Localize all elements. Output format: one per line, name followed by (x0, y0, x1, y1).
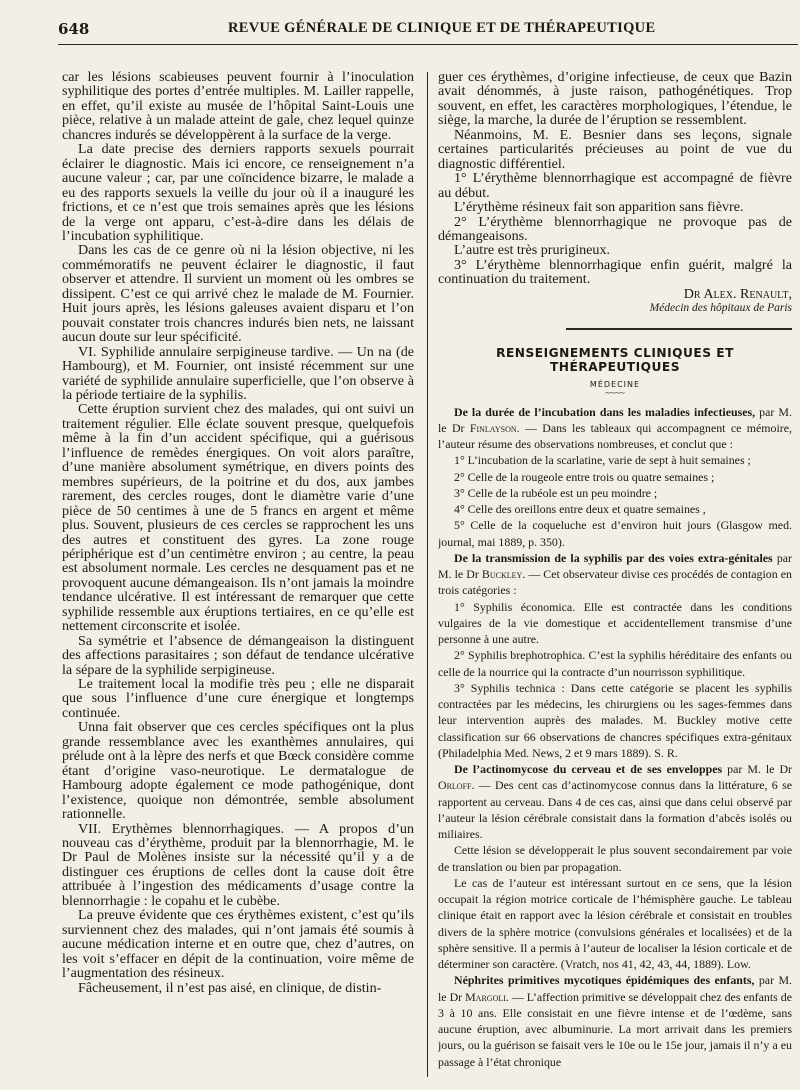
signature: Dr Alex. Renault, (683, 285, 792, 302)
list-item: 1° L’incubation de la scarlatine, varie de sept à huit semaines ; (454, 453, 751, 468)
article: De l’actinomycose du cerveau et de ses enveloppes par M. le Dr Orloff. — Des cent cas d’actinomycose connus dans la littérature, 6 se rapportent au cerveau. Dans 4 de ces cas, ainsi que dans celui observé par l’auteur la lésion cérébrale consistait dans la formation d’abcès isolés ou miliaires. Cette lésion se développerait le plus souvent secondairement par voie de translation ou bien par propagation. Le cas de l’auteur est intéressant surtout en ce sens, que la lésion occupait la région motrice corticale de l’hémisphère gauche. Le tableau clinique était en rapport avec la lésion cérébrale et consistait en troubles divers de la sphère motrice (convulsions générales et localisées) et de la sphère sensitive. Il a permis à l’auteur de localiser la lésion corticale et de déterminer son caractère. (Vratch, nos 41, 42, 43, 44, 1889). Low. (438, 762, 792, 972)
paragraph: Fâcheusement, il n’est pas aisé, en clinique, de distin- (78, 979, 382, 996)
section-rule (566, 328, 792, 330)
paragraph: Sa symétrie et l’absence de démangeaison la distinguent des affections parasitaires ; son défaut de tendance ulcérative la sépare de la syphilide serpigineuse. (62, 632, 414, 678)
article-title: Néphrites primitives mycotiques épidémiques des enfants, (454, 973, 755, 988)
paragraph: 2° L’érythème blennorrhagique ne provoque pas de démangeaisons. (438, 213, 792, 244)
list-item: 2° Celle de la rougeole entre trois ou quatre semaines ; (454, 469, 715, 484)
article: De la transmission de la syphilis par des voies extra-génitales par M. le Dr Buckley. — Cet observateur divise ces procédés de contagion en trois catégories : 1° Syphilis économica. Elle est contractée dans les conditions vulgaires de la vie domestique et accidentellement transmise d’une personne à une autre. 2° Syphilis brephotrophica. C’est la syphilis héréditaire des enfants ou celle de la nourrice qui la contracte d’un nourrisson syphilitique. 3° Syphilis technica : Dans cette catégorie se placent les syphilis contractées par les médecins, les chirurgiens ou les sages-femmes dans leur intervention auprès des malades. M. Buckley motive cette classification sur 66 observations de chancres spécifiques extra-génitaux (Philadelphia Med. News, 2 et 9 mars 1889). S. R. (438, 550, 792, 760)
paragraph: L’autre est très prurigineux. (454, 242, 611, 259)
paragraph: La preuve évidente que ces érythèmes existent, c’est qu’ils surviennent chez des malades, qui n’ont jamais été soumis à aucune médication interne et en outre que, chez d’autres, on les voit s’effacer en dépit de la continuation, voire même de l’augmentation des résineux. (62, 907, 414, 982)
article-author: Orloff. (438, 778, 475, 793)
page-number: 648 (58, 20, 90, 38)
list-item: 5° Celle de la coqueluche est d’environ huit jours (Glasgow med. journal, mai 1889, p. 350). (438, 518, 792, 549)
paragraph: Unna fait observer que ces cercles spécifiques ont la plus grande ressemblance avec les exanthèmes annulaires, qui prélude ont à la lèpre des nerfs et que Bœck considère comme étant d’origine vaso-neurotique. Le dermatalogue de Hambourg adopte également ce mode pathogénique, dont l’existence, quoique non démontrée, semble absolument rationnelle. (62, 719, 414, 823)
column-divider (427, 72, 428, 1077)
paragraph: La date precise des derniers rapports sexuels pourrait éclairer le diagnostic. Mais ici encore, ce renseignement n’a aucune valeur ; car, par une coïncidence bizarre, le malade a eu des rapports sexuels la veille du jour où il a inauguré les frictions, et ce n’est que trois semaines après que les lésions de la verge ont apparu, c’est-à-dire dans les délais de l’incubation syphilitique. (62, 141, 414, 244)
right-column (438, 70, 792, 1082)
paragraph: 1° L’érythème blennorrhagique est accompagné de fièvre au début. (438, 170, 792, 201)
continuation-text (438, 70, 792, 316)
running-title: REVUE GÉNÉRALE DE CLINIQUE ET DE THÉRAPEUTIQUE (228, 20, 656, 36)
paragraph: Le traitement local la modifie très peu ; elle ne disparait que sous l’influence d’une cure énergique et longtemps continuée. (62, 676, 414, 721)
paragraph: guer ces érythèmes, d’origine infectieuse, de ceux que Bazin avait dénommés, à juste raison, pathogénétiques. Trop souvent, en effet, les caractères morphologiques, l’étendue, le siège, la marche, la durée de l’éruption se ressemblent. (438, 70, 792, 129)
paragraph: Dans les cas de ce genre où ni la lésion objective, ni les commémoratifs ne peuvent éclairer le diagnostic, il faut observer et attendre. Il survient un moment où les ombres se dissipent. C’est ce qui arrivé chez le malade de M. Fournier. Huit jours après, les lésions galeuses avaient disparu et l’on pouvait constater trois chancres indurés bien nets, ne laissant aucun doute sur leur spécificité. (62, 242, 414, 346)
article-author: Buckley. (481, 567, 526, 582)
list-item: 3° Celle de la rubéole est un peu moindre ; (454, 485, 658, 500)
paragraph: 3° L’érythème blennorrhagique enfin guérit, malgré la continuation du traitement. (438, 256, 792, 288)
article-title: De la durée de l’incubation dans les maladies infectieuses, (454, 404, 756, 419)
article-title: De l’actinomycose du cerveau et de ses enveloppes (454, 762, 723, 777)
article-author: Finlayson. (469, 420, 520, 435)
paragraph: Néanmoins, M. E. Besnier dans ses leçons, signale certaines particularités précieuses au point de vue du diagnostic différentiel. (438, 126, 792, 172)
article-author: Margoli. (465, 989, 509, 1004)
list-item: Cette lésion se développerait le plus souvent secondairement par voie de translation ou bien par propagation. (438, 843, 792, 874)
left-column (62, 70, 414, 1082)
signature-role: Médecin des hôpitaux de Paris (649, 302, 792, 315)
section-subtitle: MÉDECINE (589, 379, 641, 389)
article: De la durée de l’incubation dans les maladies infectieuses, par M. le Dr Finlayson. — Dans les tableaux qui accompagnent ce mémoire, l’auteur résume des observations nombreuses, et conclut que : 1° L’incubation de la scarlatine, varie de sept à huit semaines ; 2° Celle de la rougeole entre trois ou quatre semaines ; 3° Celle de la rubéole est un peu moindre ; 4° Celle des oreillons entre deux et quatre semaines , 5° Celle de la coqueluche est d’environ huit jours (Glasgow med. journal, mai 1889, p. 350). (438, 404, 792, 549)
paragraph: VI. Syphilide annulaire serpigineuse tardive. — Un na (de Hambourg), et M. Fournier, ont insisté récemment sur une variété de syphilide annulaire superficielle, que l’on observe à la période tertiaire de la syphilis. (62, 343, 414, 403)
list-item: Le cas de l’auteur est intéressant surtout en ce sens, que la lésion occupait la région motrice corticale de l’hémisphère gauche. Le tableau clinique était en rapport avec la lésion cérébrale et consistait en troubles divers de la sphère motrice (convulsions générales et localisées) et de la sphère sensitive. Il a permis à l’auteur de localiser la lésion corticale et de déterminer son caractère. (Vratch, nos 41, 42, 43, 44, 1889). Low. (438, 875, 792, 972)
paragraph: VII. Erythèmes blennorrhagiques. — A propos d’un nouveau cas d’érythème, produit par la blennorrhagie, M. le Dr Paul de Molènes insiste sur la nécessité qu’il y a de distinguer ces éruptions de celles dont la cause doit être attribuée à l’ingestion des médicaments d’usage contre la blennorrhagie : le copahu et le cubèbe. (62, 820, 414, 909)
article-title: De la transmission de la syphilis par des voies extra-génitales (454, 550, 773, 565)
list-item: 1° Syphilis économica. Elle est contractée dans les conditions vulgaires de la vie domestique et accidentellement transmise d’une personne à une autre. (438, 599, 792, 647)
page-header (58, 18, 798, 45)
ornament: ~~~~ (605, 387, 625, 398)
article: Néphrites primitives mycotiques épidémiques des enfants, par M. le Dr Margoli. — L’affection primitive se développait chez des enfants de 3 à 10 ans. Elle consistait en une fièvre intense et de l’œdème, sans aucune éruption, avec albuminurie. La mort arrivait dans les premiers jours, ou la guérison se faisait vers le 10e ou le 15e jour, jamais il n’y a eu passage à l’état chronique (438, 973, 792, 1069)
list-item: 4° Celle des oreillons entre deux et quatre semaines , (454, 502, 706, 517)
list-item: 2° Syphilis brephotrophica. C’est la syphilis héréditaire des enfants ou celle de la nourrice qui la contracte d’un nourrisson syphilitique. (438, 648, 792, 679)
paragraph: Cette éruption survient chez des malades, qui ont suivi un traitement régulier. Elle éclate souvent presque, quelquefois même à la fin d’un accident spécifique, qui a guérisous l’influence de remèdes énergiques. On voit alors paraître, d’une manière absolument symétrique, en divers points des membres supérieurs, de la poitrine et du dos, aux jambes rarement, des cercles rouges, dont le diamètre varie d’une pièce de 50 centimes à une de 5 francs en argent et même plus. Souvent, plusieurs de ces cercles se rapprochent les uns des autres et constituent des gyres. La zone rouge périphérique est d’un centimètre environ ; au centre, la peau est absolument normale. Les cercles ne desquament pas et ne provoquent aucune démangeaison. Ils n’ont jamais la moindre tendance ulcérative. Il est intéressant de remarquer que cette syphilide ressemble aux éruptions tertiaires, en ce qu’elle est nettement circonscrite et isolée. (62, 401, 414, 635)
paragraph: L’érythème résineux fait son apparition sans fièvre. (454, 199, 744, 216)
section-title: RENSEIGNEMENTS CLINIQUES ET THÉRAPEUTIQUES (496, 345, 734, 374)
list-item: 3° Syphilis technica : Dans cette catégorie se placent les syphilis contractées par les médecins, les chirurgiens ou les sages-femmes dans leur intervention auprès des malades. M. Buckley motive cette classification sur 66 observations de chancres spécifiques extra-génitaux (Philadelphia Med. News, 2 et 9 mars 1889). S. R. (438, 680, 792, 760)
articles (438, 404, 792, 1070)
paragraph: car les lésions scabieuses peuvent fournir à l’inoculation syphilitique des portes d’entrée multiples. M. Lailler rappelle, en effet, qu’il existe au musée de l’hôpital Saint-Louis une pièce, relative à un malade atteint de gale, chez lequel quinze chancres indurés se développèrent à la surface de la verge. (62, 70, 414, 143)
